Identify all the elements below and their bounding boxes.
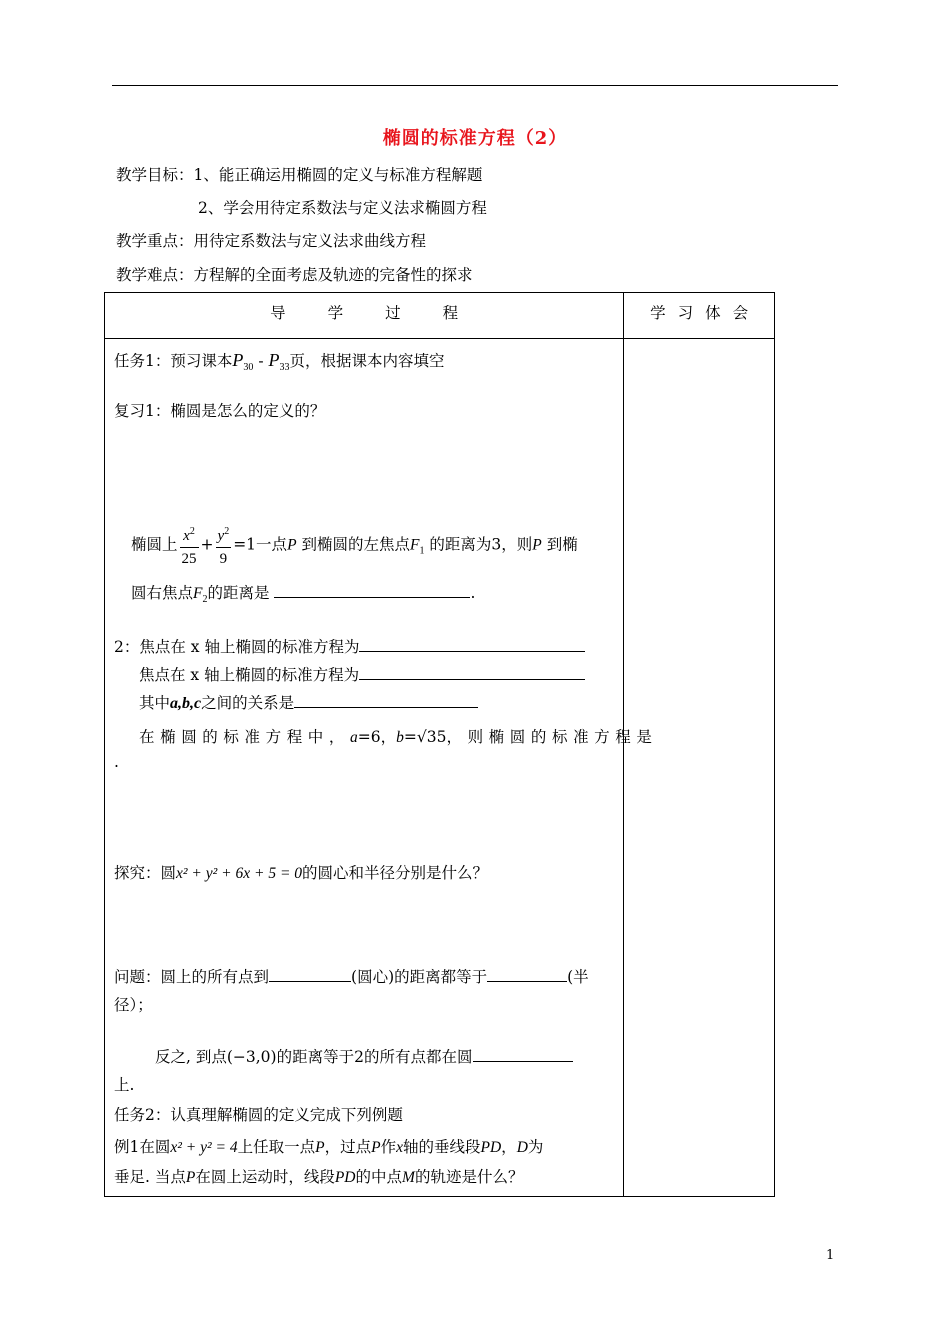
col-header-process: 导学过程 <box>105 293 624 339</box>
teaching-key-point: 教学重点：用待定系数法与定义法求曲线方程 <box>116 232 427 250</box>
example1-line2: 垂足. 当点P在圆上运动时，线段PD的中点M的轨迹是什么？ <box>114 1168 524 1186</box>
answer-blank[interactable] <box>473 1047 573 1062</box>
answer-blank[interactable] <box>269 967 351 982</box>
process-cell <box>105 339 658 1197</box>
ellipse-question-line1: 椭圆上 $\frac{x^2}{25}$ + $\frac{y^2}{9}$ =1一点P 到椭圆的左焦点$F_1$ 的距离为3，则P 到椭 <box>131 521 578 570</box>
teaching-goal-2: 2、学会用待定系数法与定义法求椭圆方程 <box>198 199 487 217</box>
page-number: 1 <box>826 1248 835 1263</box>
q2-line3: 其中a,b,c之间的关系是 <box>139 691 478 713</box>
study-table <box>104 292 775 1197</box>
reflection-cell[interactable] <box>624 339 775 1197</box>
answer-blank[interactable] <box>294 693 478 708</box>
answer-blank[interactable] <box>487 967 567 982</box>
task1-line: 任务1：预习课本$P_{30} - P_{33}$页，根据课本内容填空 <box>114 350 445 374</box>
example1-line1: 例1在圆x² + y² = 4上任取一点P，过点P作x轴的垂线段PD，D为 <box>114 1138 544 1156</box>
top-rule <box>112 85 838 86</box>
answer-blank[interactable] <box>359 665 585 680</box>
q2-line5: . <box>114 753 119 771</box>
teaching-goal-1: 教学目标：1、能正确运用椭圆的定义与标准方程解题 <box>116 166 483 184</box>
col-header-reflection: 学习体会 <box>624 293 775 339</box>
explore-line: 探究：圆x² + y² + 6x + 5 = 0的圆心和半径分别是什么？ <box>114 864 489 882</box>
q2-line4: 在椭圆的标准方程中，a=6，b=√35，则椭圆的标准方程是 <box>139 728 658 746</box>
question-line2: 径）； <box>114 996 153 1014</box>
teaching-difficulty: 教学难点：方程解的全面考虑及轨迹的完备性的探求 <box>116 266 473 284</box>
question-line1: 问题：圆上的所有点到 (圆心)的距离都等于 (半 <box>114 968 589 986</box>
q2-line2: 焦点在 x 轴上椭圆的标准方程为 <box>139 663 585 685</box>
page-title: 椭圆的标准方程（2） <box>382 128 568 149</box>
fraction-y2-9: $\frac{y^2}{9}$ <box>216 521 232 570</box>
converse-line1: 反之, 到点(−3,0)的距离等于2的所有点都在圆 <box>155 1045 573 1067</box>
converse-line2: 上. <box>114 1076 135 1094</box>
q2-line1: 2：焦点在 x 轴上椭圆的标准方程为 <box>114 635 585 657</box>
answer-blank[interactable] <box>274 583 470 598</box>
ellipse-question-line2: 圆右焦点$F_2$的距离是 . <box>131 584 476 606</box>
review1: 复习1：椭圆是怎么的定义的？ <box>114 402 326 420</box>
answer-blank[interactable] <box>359 637 585 652</box>
task2-line: 任务2：认真理解椭圆的定义完成下列例题 <box>114 1106 403 1124</box>
fraction-x2-25: $\frac{x^2}{25}$ <box>180 521 199 570</box>
